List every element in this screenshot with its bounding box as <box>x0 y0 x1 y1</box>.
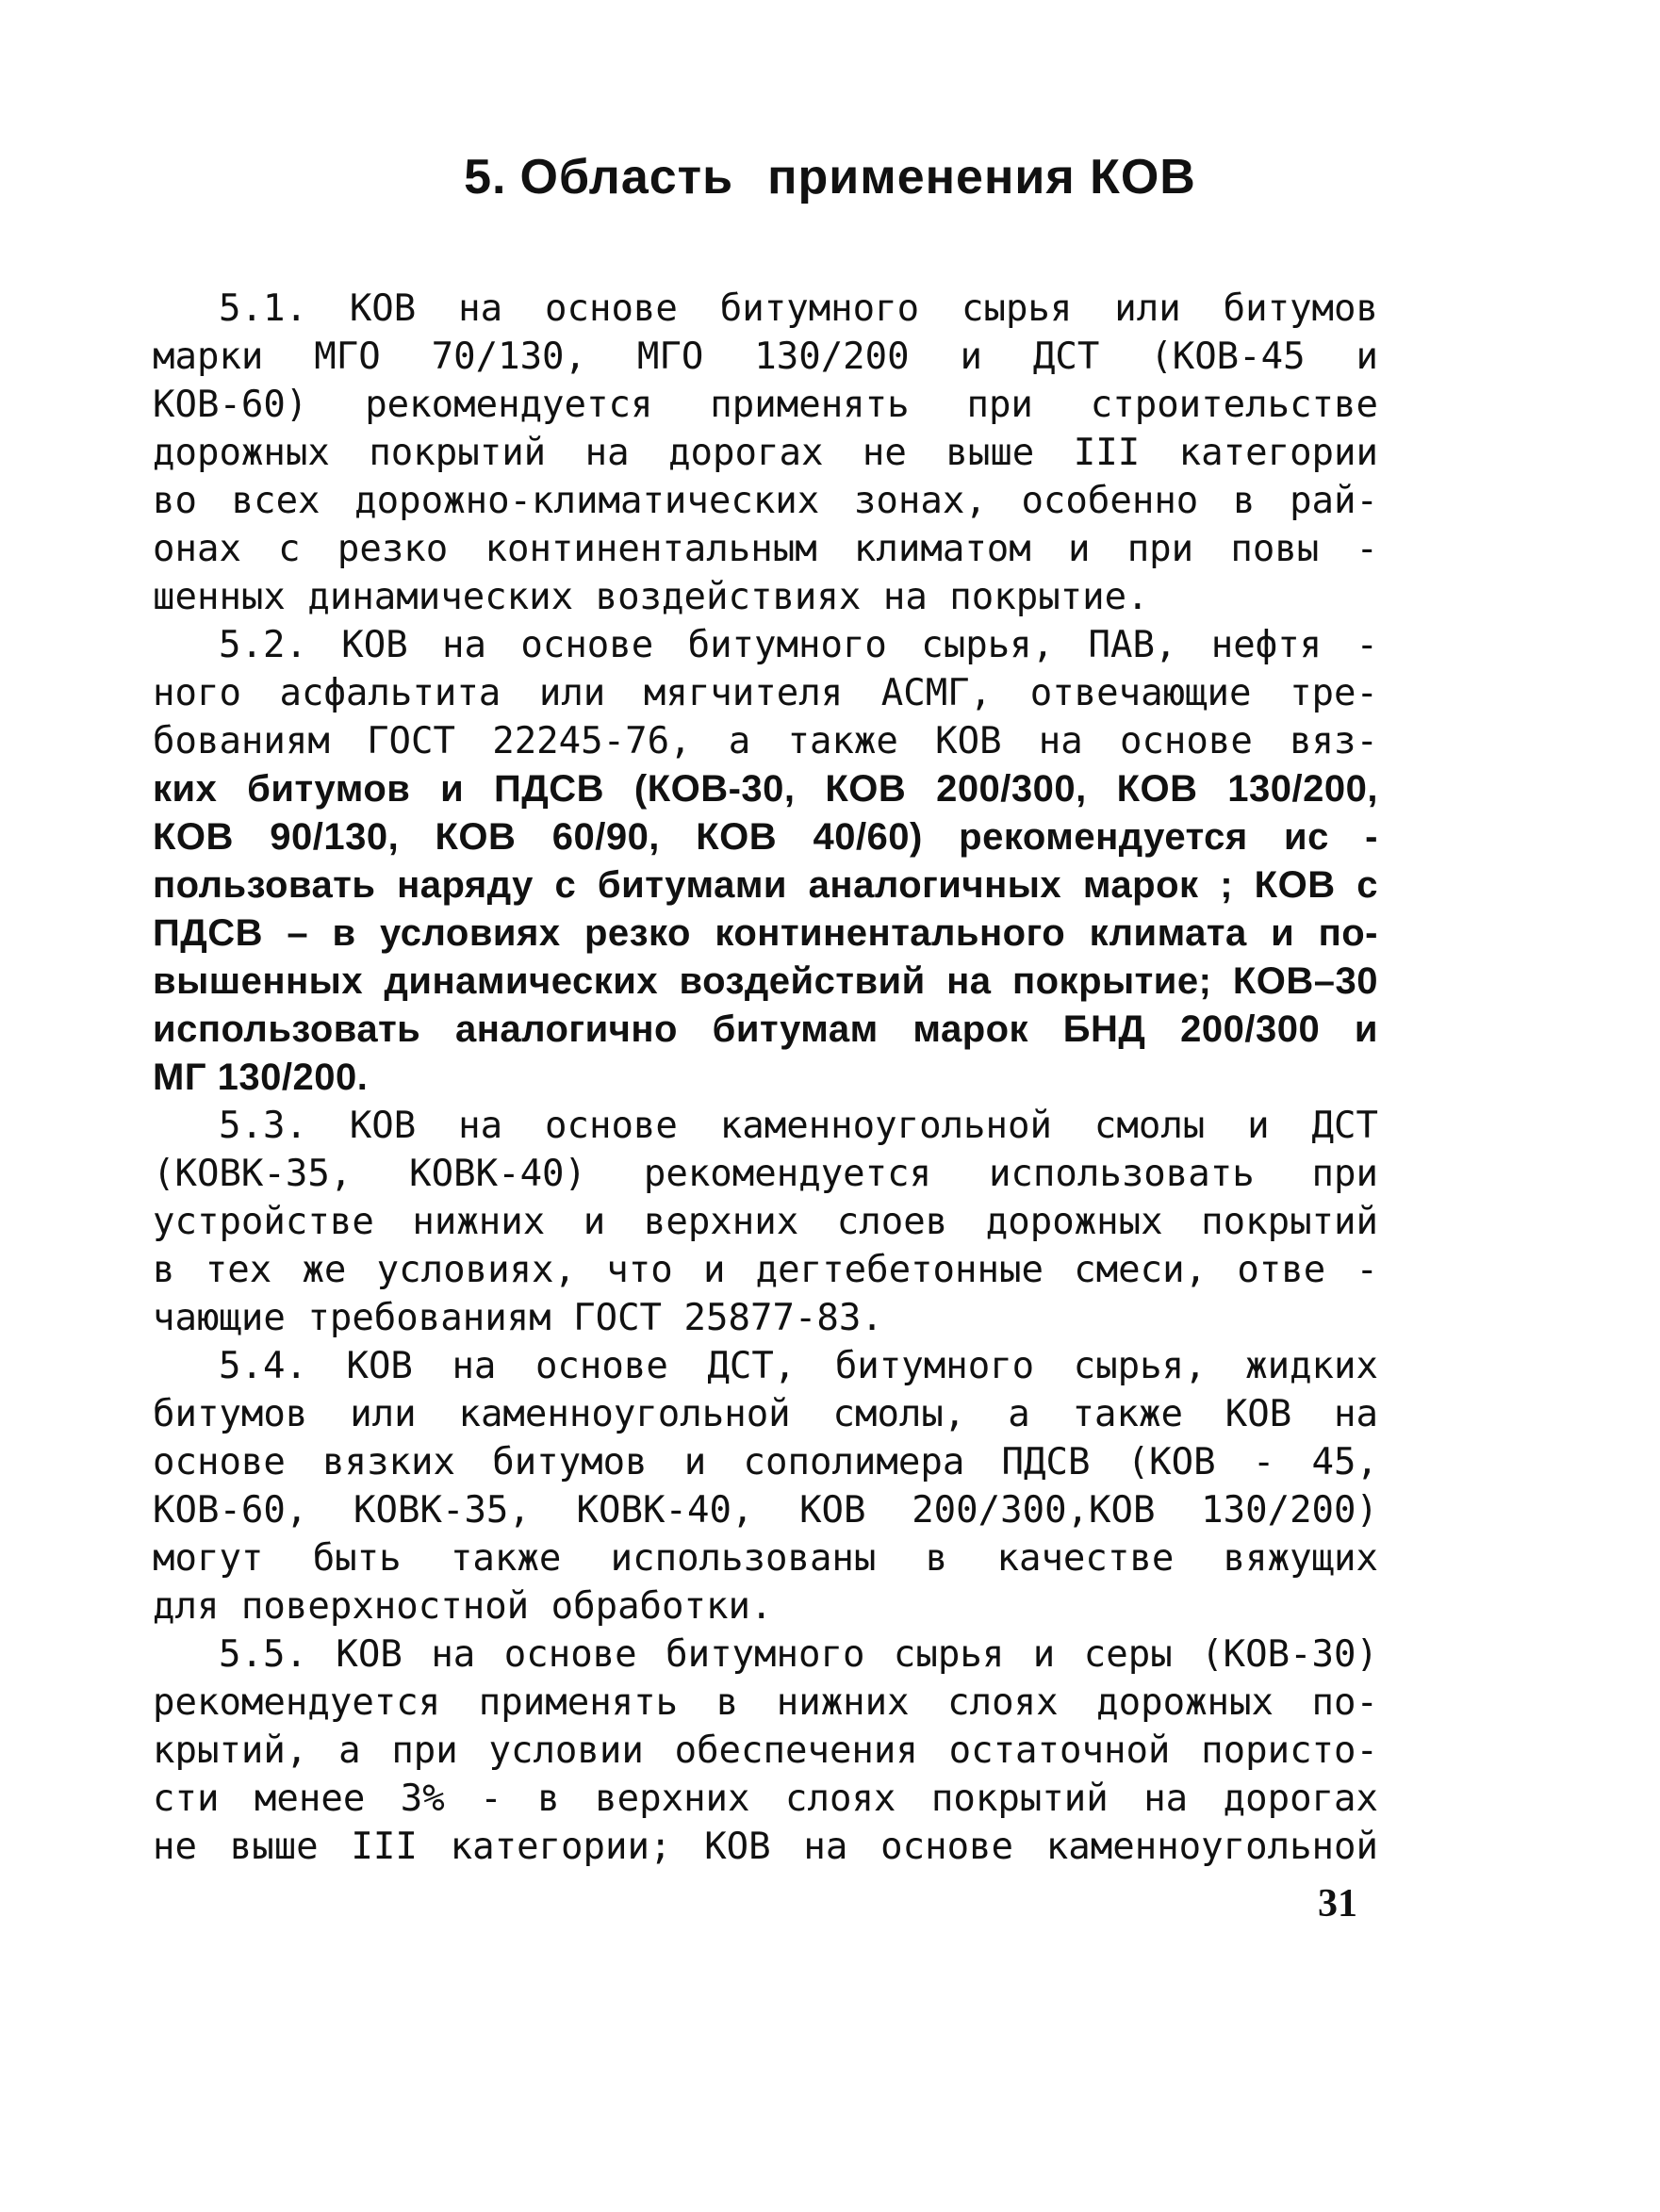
section-number: 5. <box>464 150 507 205</box>
text-line: ного асфальтита или мягчителя АСМГ, отвечающие тре- <box>153 672 1378 714</box>
text-line: ких битумов и ПДСВ (КОВ-30, КОВ 200/300, КОВ 130/200, <box>153 768 1378 810</box>
text-line: устройстве нижних и верхних слоев дорожных покрытий <box>153 1201 1378 1243</box>
text-line: 5.4. КОВ на основе ДСТ, битумного сырья, жидких <box>219 1345 1378 1387</box>
text-line: КОВ-60) рекомендуется применять при строительстве <box>153 384 1378 426</box>
text-line: сти менее 3% - в верхних слоях покрытий на дорогах <box>153 1778 1378 1820</box>
page-title <box>0 149 1660 205</box>
text-line: (КОВК-35, КОВК-40) рекомендуется использовать при <box>153 1153 1378 1195</box>
text-line: использовать аналогично битумам марок БНД 200/300 и <box>153 1008 1378 1050</box>
paragraph-5-5 <box>153 1630 1378 1871</box>
text-line: пользовать наряду с битумами аналогичных марок ; КОВ с <box>153 864 1378 906</box>
text-line: основе вязких битумов и сополимера ПДСВ (КОВ - 45, <box>153 1441 1378 1483</box>
text-line: в тех же условиях, что и дегтебетонные смеси, отве - <box>153 1249 1378 1291</box>
text-line: КОВ 90/130, КОВ 60/90, КОВ 40/60) рекомендуется ис - <box>153 816 1378 858</box>
text-line: бованиям ГОСТ 22245-76, а также КОВ на основе вяз- <box>153 720 1378 762</box>
text-line: дорожных покрытий на дорогах не выше III категории <box>153 432 1378 474</box>
text-line: 5.5. КОВ на основе битумного сырья и серы (КОВ-30) <box>219 1633 1378 1676</box>
text-line: 5.3. КОВ на основе каменноугольной смолы и ДСТ <box>219 1105 1378 1147</box>
text-line: для поверхностной обработки. <box>153 1585 773 1628</box>
text-line: ПДСВ – в условиях резко континентального климата и по- <box>153 912 1378 954</box>
text-line: 5.1. КОВ на основе битумного сырья или битумов <box>219 287 1378 330</box>
text-line: не выше III категории; КОВ на основе каменноугольной <box>153 1826 1378 1868</box>
text-line: марки МГО 70/130, МГО 130/200 и ДСТ (КОВ-45 и <box>153 336 1378 378</box>
page-number: 31 <box>1318 1882 1357 1925</box>
paragraph-5-3 <box>153 1102 1378 1342</box>
text-line: чающие требованиям ГОСТ 25877-83. <box>153 1297 883 1339</box>
text-line: могут быть также использованы в качестве вяжущих <box>153 1537 1378 1580</box>
body-text <box>153 285 1378 1871</box>
paragraph-5-4 <box>153 1342 1378 1630</box>
text-line: МГ 130/200. <box>153 1057 369 1098</box>
title-word-2: применения КОВ <box>767 150 1196 205</box>
text-line: 5.2. КОВ на основе битумного сырья, ПАВ, нефтя - <box>219 624 1378 666</box>
text-line: во всех дорожно-климатических зонах, особенно в рай- <box>153 480 1378 522</box>
text-line: битумов или каменноугольной смолы, а также КОВ на <box>153 1393 1378 1435</box>
text-line: вышенных динамических воздействий на покрытие; КОВ–30 <box>153 960 1378 1002</box>
text-line: рекомендуется применять в нижних слоях дорожных по- <box>153 1681 1378 1724</box>
paragraph-5-1 <box>153 285 1378 621</box>
text-line: КОВ-60, КОВК-35, КОВК-40, КОВ 200/300,КОВ 130/200) <box>153 1489 1378 1532</box>
text-line: шенных динамических воздействиях на покрытие. <box>153 576 1149 618</box>
text-line: онах с резко континентальным климатом и при повы - <box>153 528 1378 570</box>
title-word-1: Область <box>519 150 734 205</box>
text-line: крытий, а при условии обеспечения остаточной пористо- <box>153 1729 1378 1772</box>
paragraph-5-2 <box>153 621 1378 1102</box>
